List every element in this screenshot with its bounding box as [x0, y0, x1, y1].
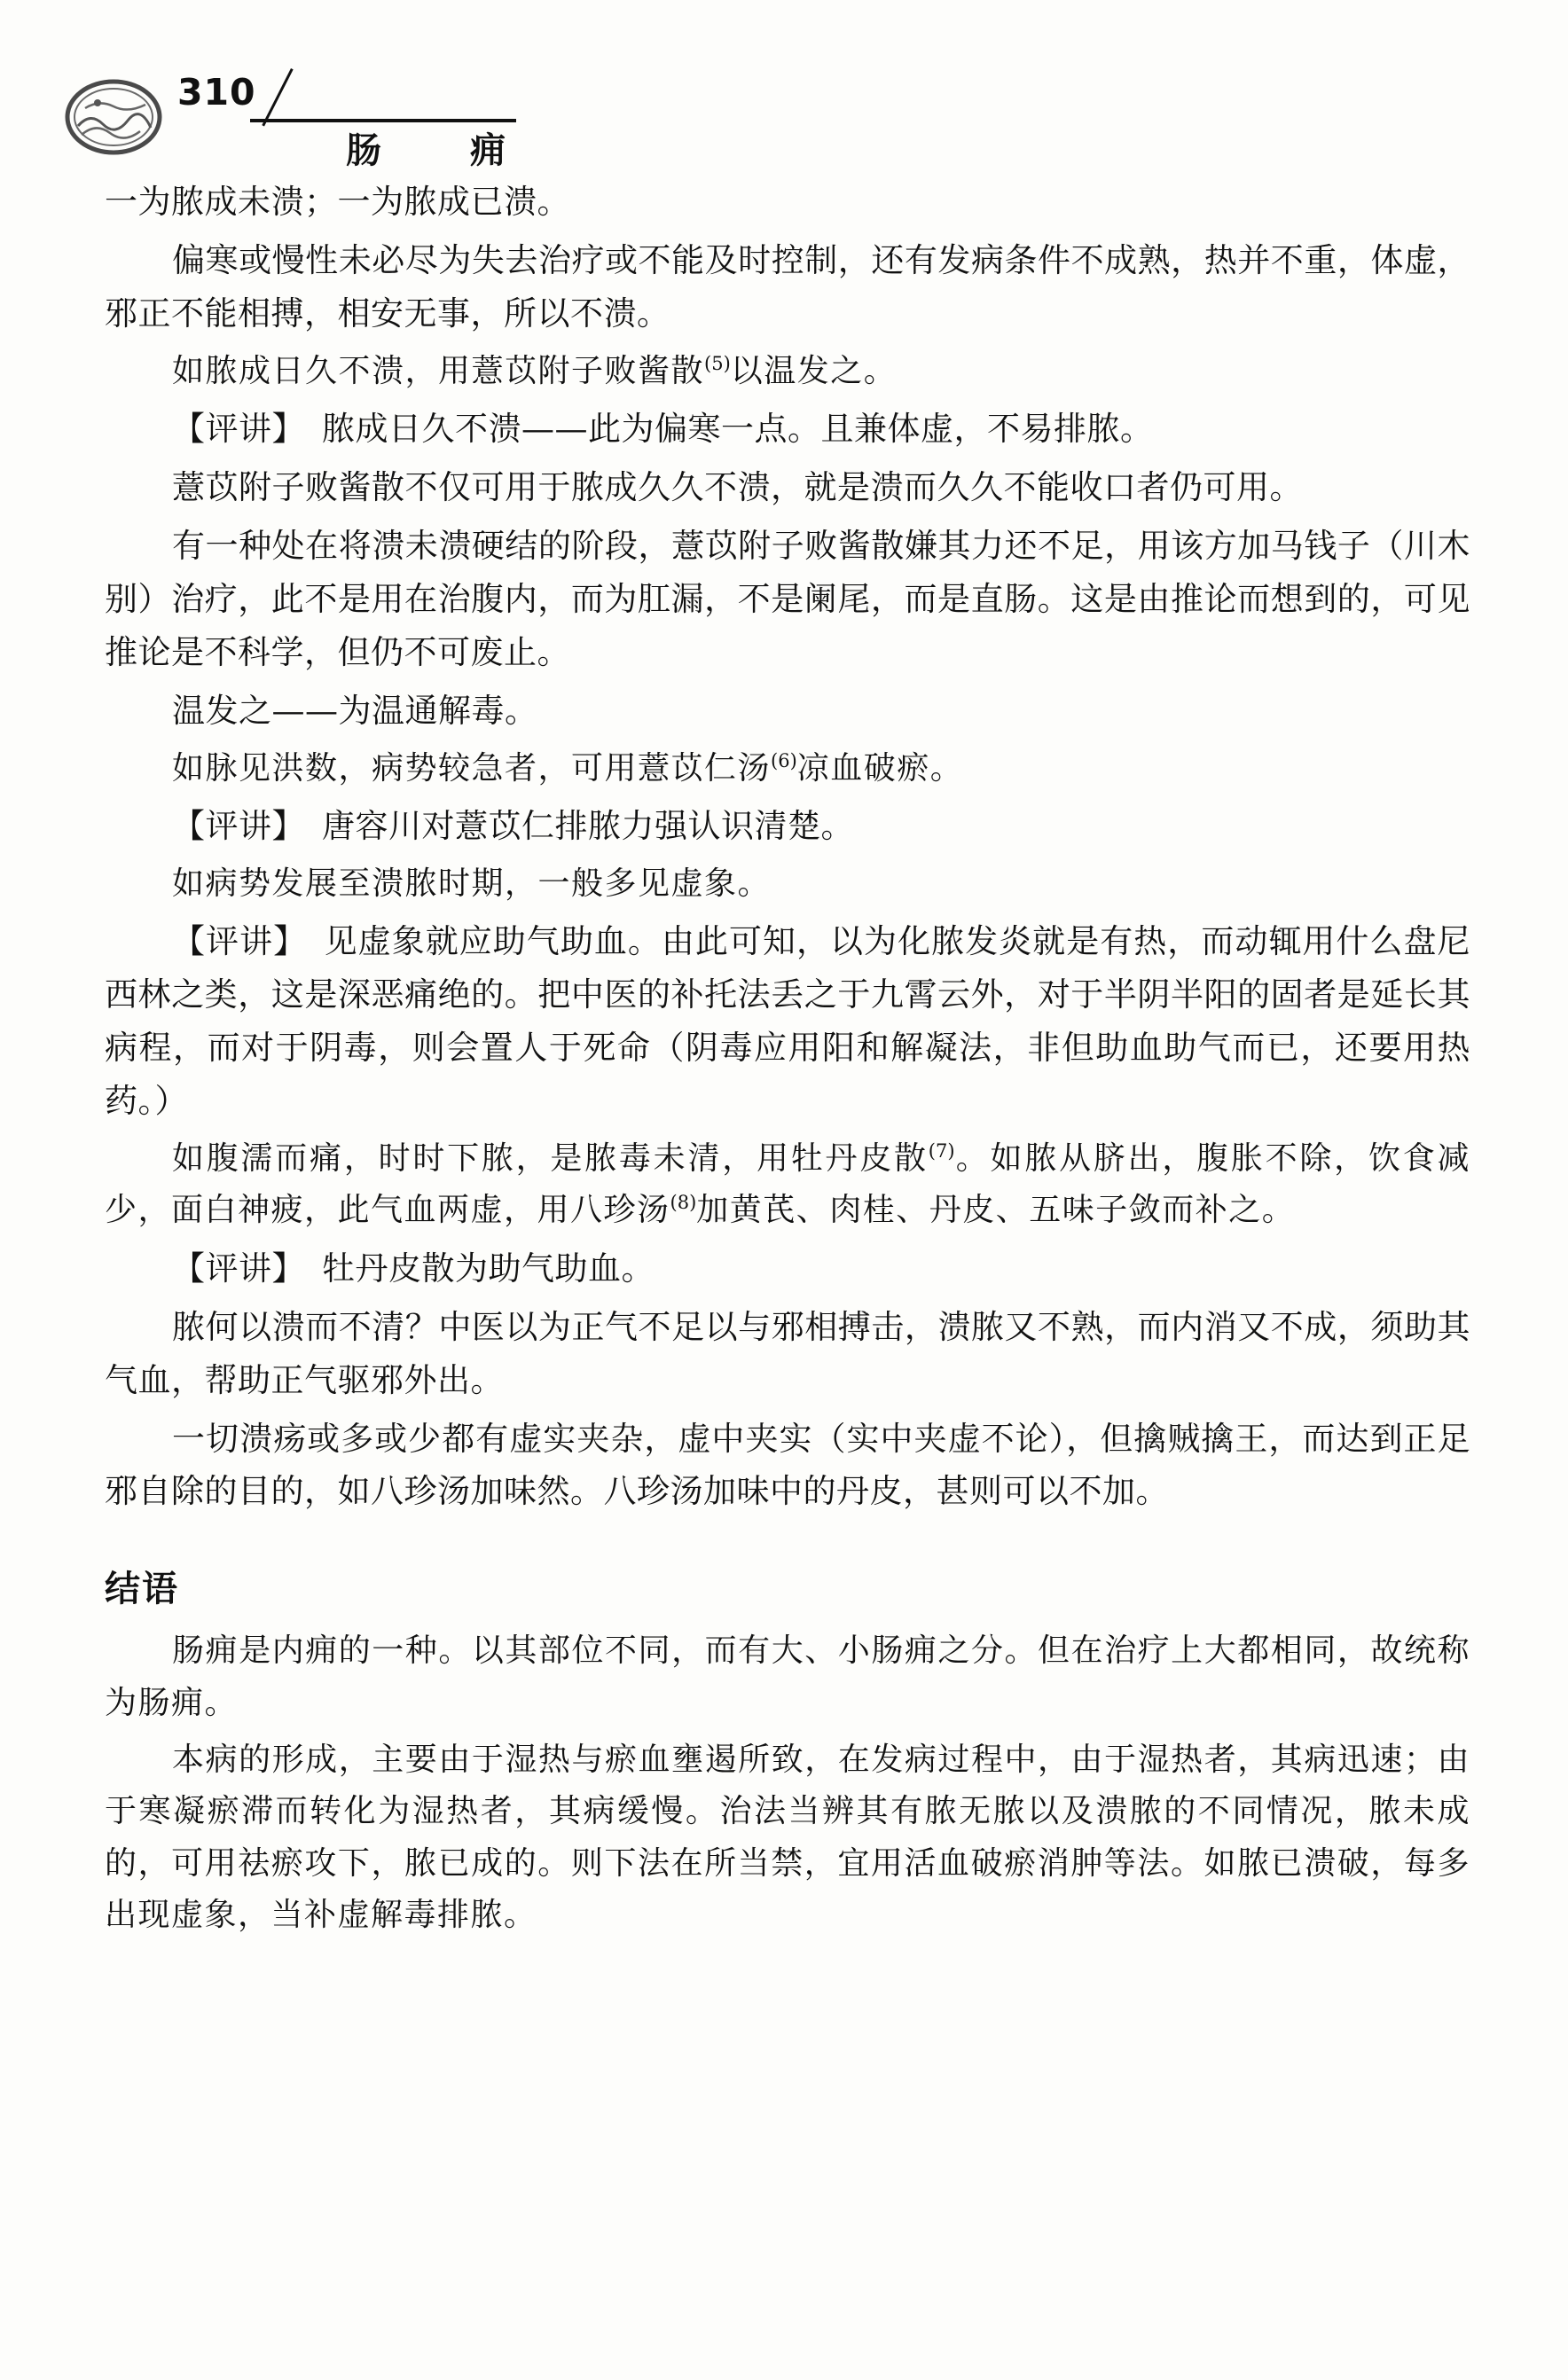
page-number: 310	[177, 71, 256, 114]
oval-seal-icon	[64, 76, 163, 158]
paragraph-text: 如脓成日久不溃，用薏苡附子败酱散	[172, 352, 705, 389]
paragraph-text-after: 。如脓从脐出，腹胀不除，饮食减少，面白神疲，此气血两虚，用八珍汤	[105, 1140, 1470, 1229]
paragraph: 【评讲】 脓成日久不溃——此为偏寒一点。且兼体虚，不易排脓。	[172, 410, 1154, 449]
footnote-ref: (7)	[928, 1140, 955, 1163]
paragraph: 脓何以溃而不清？中医以为正气不足以与邪相搏击，溃脓又不熟，而内消又不成，须助其气血，帮助正气驱邪外出。	[105, 1307, 1470, 1399]
paragraph	[105, 743, 1470, 795]
chapter-title: 肠 痈	[346, 130, 532, 171]
paragraph-text: 如脉见洪数，病势较急者，可用薏苡仁汤	[172, 749, 772, 787]
footnote-ref: (6)	[771, 749, 797, 771]
paragraph: 一切溃疡或多或少都有虚实夹杂，虚中夹实（实中夹虚不论），但擒贼擒王，而达到正足邪自除的目的，如八珍汤加味然。八珍汤加味中的丹皮，甚则可以不加。	[105, 1419, 1470, 1511]
paragraph: 一为脓成未溃；一为脓成已溃。	[105, 183, 570, 221]
paragraph: 偏寒或慢性未必尽为失去治疗或不能及时控制，还有发病条件不成熟，热并不重，体虚，邪正不能相搏，相安无事，所以不溃。	[105, 240, 1470, 333]
page-body	[105, 176, 1470, 1946]
paragraph	[105, 1133, 1470, 1237]
paragraph: 有一种处在将溃未溃硬结的阶段，薏苡附子败酱散嫌其力还不足，用该方加马钱子（川木别）治疗，此不是用在治腹内，而为肛漏，不是阑尾，而是直肠。这是由推论而想到的，可见推论是不科学，但仍不可废止。	[105, 527, 1470, 671]
paragraph: 肠痈是内痈的一种。以其部位不同，而有大、小肠痈之分。但在治疗上大都相同，故统称为肠痈。	[105, 1632, 1470, 1721]
paragraph: 【评讲】 唐容川对薏苡仁排脓力强认识清楚。	[172, 807, 854, 846]
footnote-ref: (8)	[670, 1192, 697, 1214]
paragraph: 本病的形成，主要由于湿热与瘀血壅遏所致，在发病过程中，由于湿热者，其病迅速；由于寒凝瘀滞而转化为湿热者，其病缓慢。治法当辨其有脓无脓以及溃脓的不同情况，脓未成的，可用祛瘀攻下，脓已成的。则下法在所当禁，宜用活血破瘀消肿等法。如脓已溃破，每多出现虚象，当补虚解毒排脓。	[105, 1742, 1470, 1933]
paragraph-text-after: 凉血破瘀。	[796, 749, 964, 787]
paragraph-text-after: 以温发之。	[730, 352, 898, 389]
paragraph: 【评讲】 见虚象就应助气助血。由此可知，以为化脓发炎就是有热，而动辄用什么盘尼西林之类，这是深恶痛绝的。把中医的补托法丢之于九霄云外，对于半阴半阳的固者是延长其病程，而对于阴毒，则会置人于死命（阴毒应用阳和解凝法，非但助血助气而已，还要用热药。）	[105, 922, 1470, 1121]
paragraph-text: 如腹濡而痛，时时下脓，是脓毒未清，用牡丹皮散	[172, 1140, 929, 1178]
paragraph: 【评讲】 牡丹皮散为助气助血。	[172, 1249, 655, 1288]
paragraph: 薏苡附子败酱散不仅可用于脓成久久不溃，就是溃而久久不能收口者仍可用。	[172, 468, 1303, 507]
paragraph: 温发之——为温通解毒。	[172, 691, 538, 730]
paragraph: 如病势发展至溃脓时期，一般多见虚象。	[172, 865, 772, 902]
header-slash-decoration	[291, 68, 346, 123]
paragraph-text-after-2: 加黄芪、肉桂、丹皮、五味子敛而补之。	[696, 1192, 1296, 1229]
footnote-ref: (5)	[704, 352, 731, 374]
page-header	[53, 46, 1525, 171]
section-heading: 结语	[105, 1569, 179, 1610]
paragraph	[105, 346, 1470, 397]
